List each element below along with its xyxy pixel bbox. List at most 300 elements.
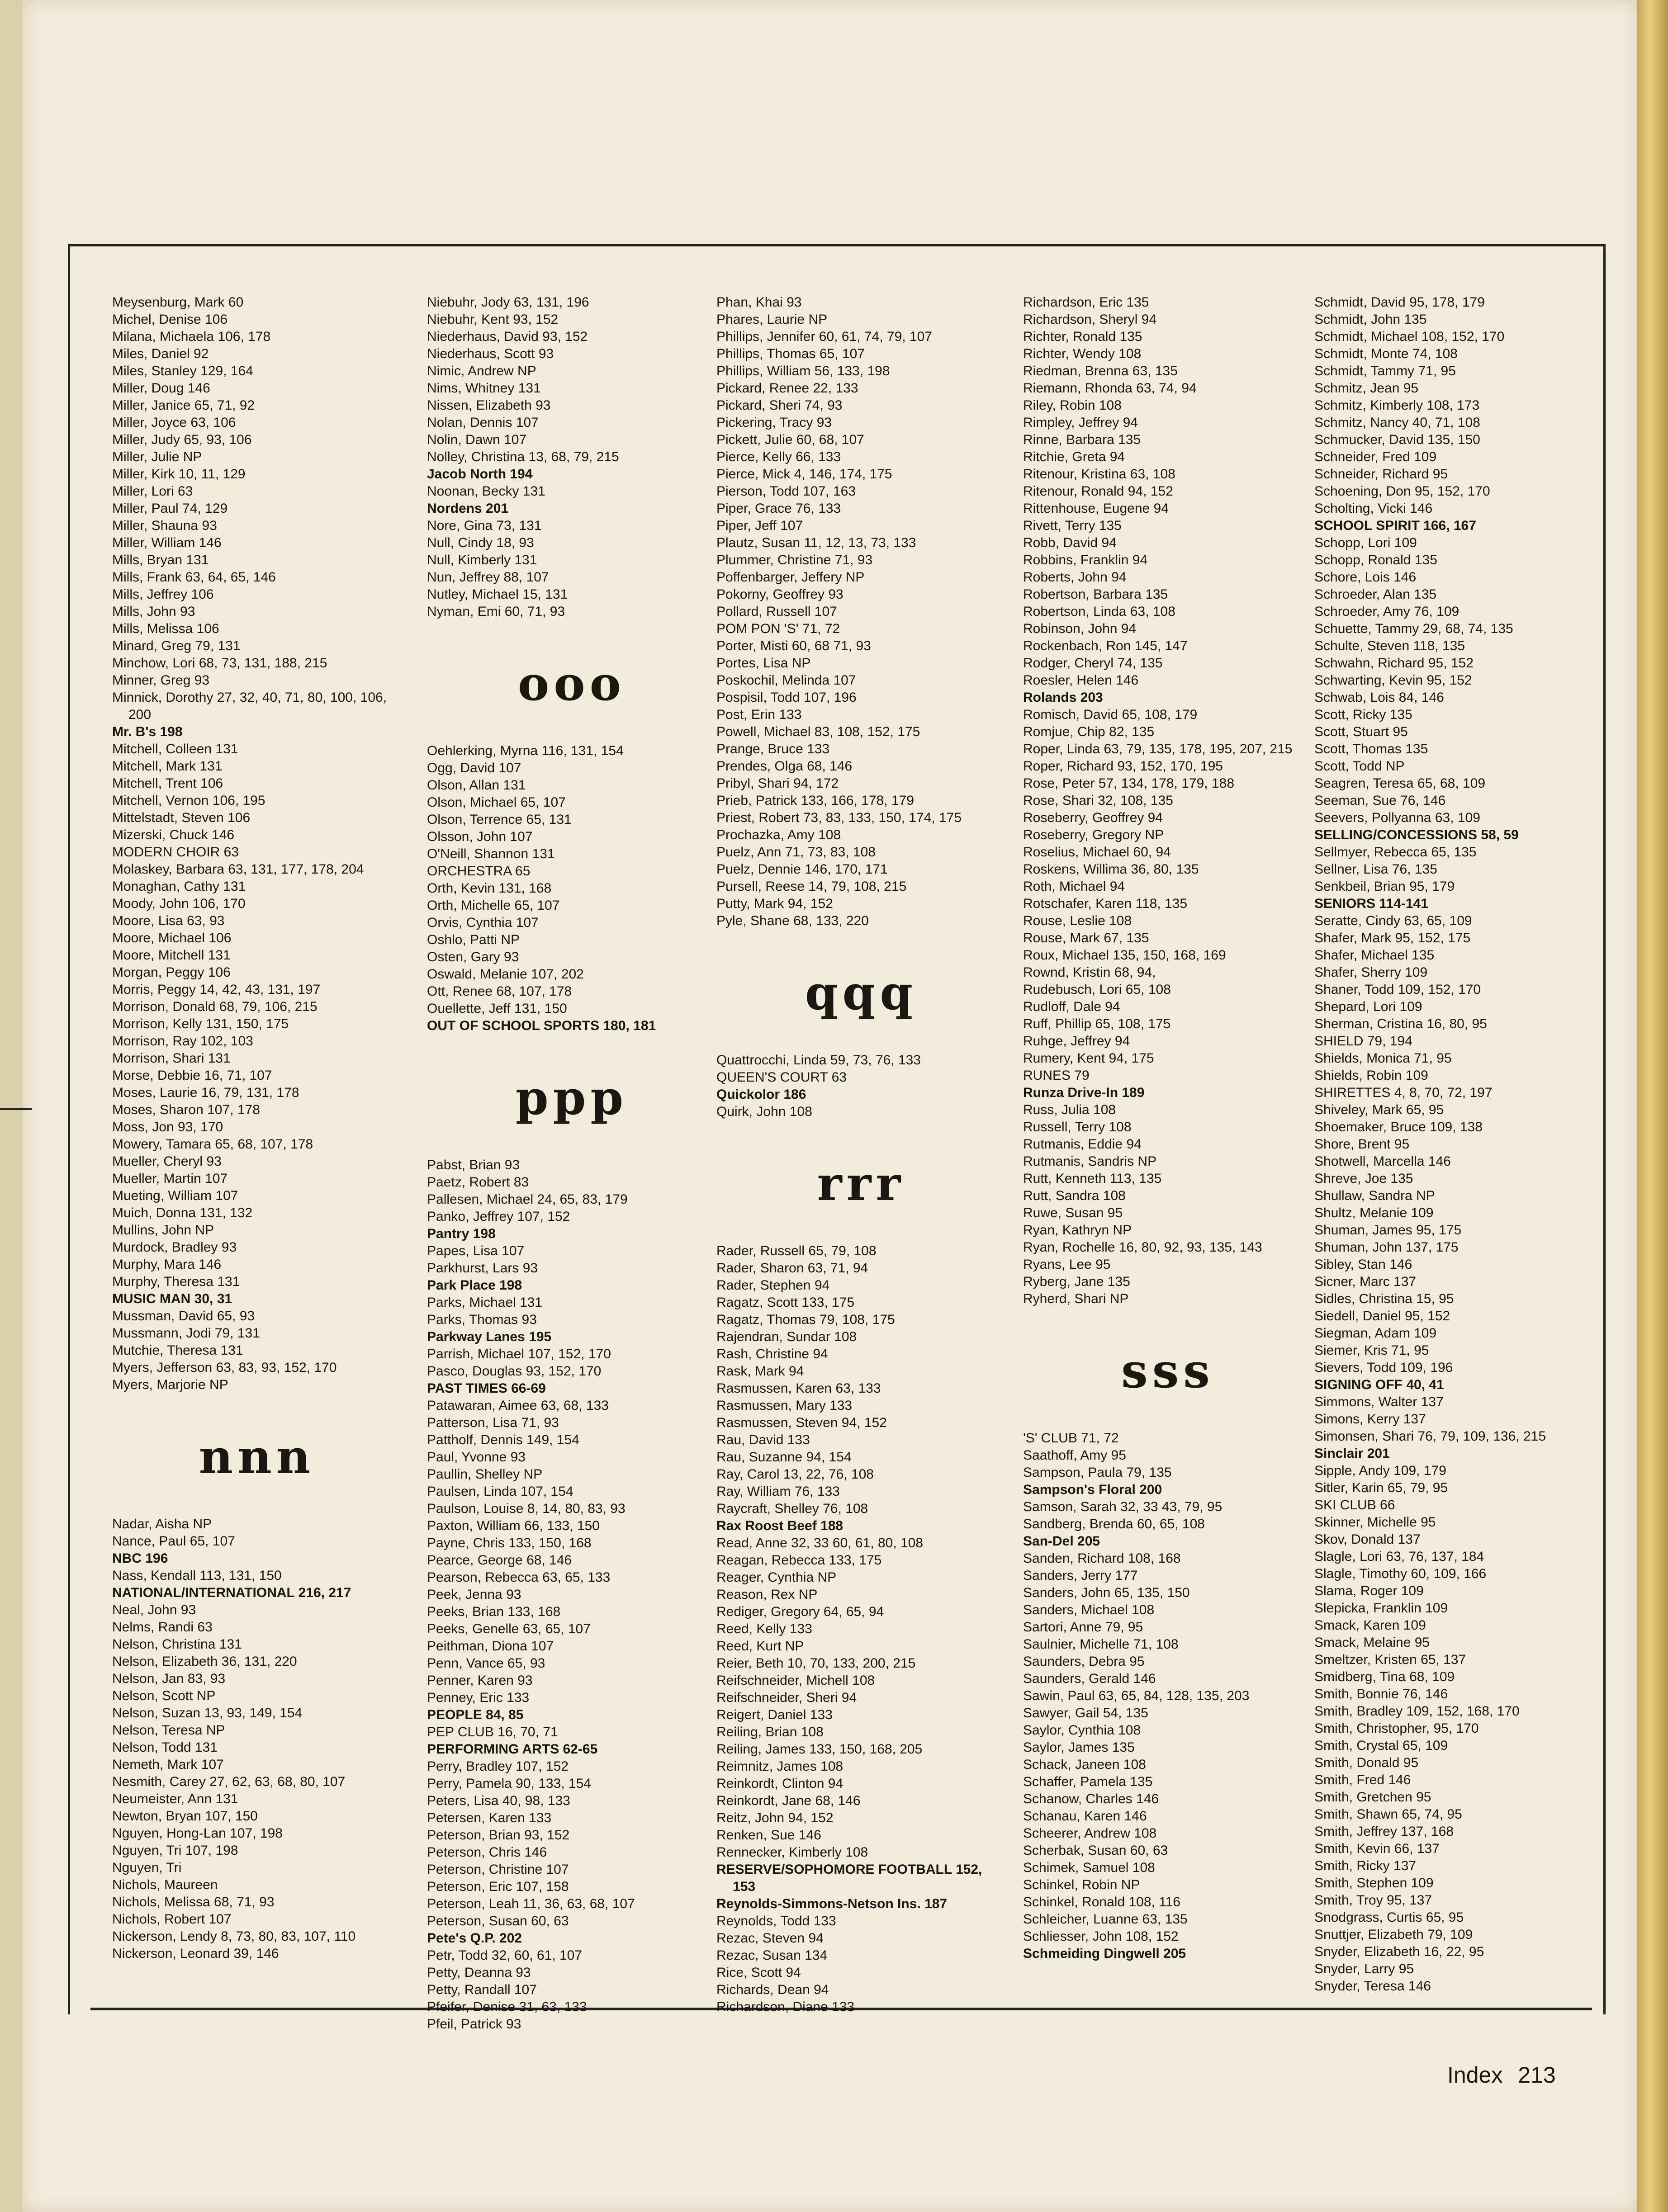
index-entry-highlight: Sinclair 201 <box>1314 1446 1390 1461</box>
letter-section-header: ppp <box>515 1070 628 1125</box>
index-entry: Schoening, Don 95, 152, 170 <box>1314 484 1490 499</box>
index-entry: Pabst, Brian 93 <box>427 1158 520 1172</box>
index-entry: Scholting, Vicki 146 <box>1314 501 1433 516</box>
index-entry: Molaskey, Barbara 63, 131, 177, 178, 204 <box>112 862 364 877</box>
index-entry: Minner, Greg 93 <box>112 673 210 688</box>
index-entry: Ray, Carol 13, 22, 76, 108 <box>716 1467 874 1482</box>
index-entry: Shields, Monica 71, 95 <box>1314 1051 1452 1066</box>
index-entry: Mitchell, Trent 106 <box>112 776 223 791</box>
index-entry: RUNES 79 <box>1023 1068 1090 1083</box>
index-entry: Saylor, James 135 <box>1023 1740 1135 1755</box>
index-entry: Nichols, Maureen <box>112 1877 218 1892</box>
index-entry: Pribyl, Shari 94, 172 <box>716 776 839 791</box>
index-entry: Noonan, Becky 131 <box>427 484 545 499</box>
index-entry: Skinner, Michelle 95 <box>1314 1515 1436 1530</box>
index-entry: Parrish, Michael 107, 152, 170 <box>427 1347 611 1361</box>
index-entry: Schanau, Karen 146 <box>1023 1809 1147 1824</box>
index-entry: Snuttjer, Elizabeth 79, 109 <box>1314 1927 1473 1942</box>
index-entry: Phares, Laurie NP <box>716 312 828 327</box>
index-entry: Morrison, Ray 102, 103 <box>112 1034 253 1049</box>
index-entry: Ryans, Lee 95 <box>1023 1257 1111 1272</box>
index-entry: Rask, Mark 94 <box>716 1364 804 1379</box>
index-entry: Michel, Denise 106 <box>112 312 228 327</box>
index-entry: Nore, Gina 73, 131 <box>427 518 542 533</box>
index-entry: Shaner, Todd 109, 152, 170 <box>1314 982 1481 997</box>
index-entry: Miller, Paul 74, 129 <box>112 501 228 516</box>
index-entry: Schmitz, Nancy 40, 71, 108 <box>1314 415 1480 430</box>
index-entry: Reiling, Brian 108 <box>716 1725 824 1739</box>
index-entry: Moody, John 106, 170 <box>112 896 246 911</box>
index-entry: Olson, Allan 131 <box>427 778 526 793</box>
index-entry: Perry, Bradley 107, 152 <box>427 1759 569 1774</box>
index-entry: Read, Anne 32, 33 60, 61, 80, 108 <box>716 1536 924 1550</box>
index-entry: Pallesen, Michael 24, 65, 83, 179 <box>427 1192 628 1207</box>
index-entry: Puelz, Dennie 146, 170, 171 <box>716 862 888 877</box>
index-entry: Sievers, Todd 109, 196 <box>1314 1360 1453 1375</box>
index-entry: Schaffer, Pamela 135 <box>1023 1774 1153 1789</box>
index-entry: Reiling, James 133, 150, 168, 205 <box>716 1742 923 1757</box>
index-entry: Nemeth, Mark 107 <box>112 1757 224 1772</box>
index-entry: Robertson, Linda 63, 108 <box>1023 604 1175 619</box>
index-entry-highlight: PEOPLE 84, 85 <box>427 1707 524 1722</box>
index-entry: Paulson, Louise 8, 14, 80, 83, 93 <box>427 1501 626 1516</box>
page-gilt-edge <box>1637 0 1668 2212</box>
index-entry: Schopp, Ronald 135 <box>1314 553 1437 567</box>
index-entry: Nguyen, Tri 107, 198 <box>112 1843 238 1858</box>
index-entry: Post, Erin 133 <box>716 707 802 722</box>
index-entry-highlight: Schmeiding Dingwell 205 <box>1023 1946 1186 1961</box>
index-entry: Snodgrass, Curtis 65, 95 <box>1314 1910 1464 1925</box>
index-entry-highlight: Jacob North 194 <box>427 467 533 482</box>
index-entry: ORCHESTRA 65 <box>427 864 531 879</box>
index-entry: Pfeil, Patrick 93 <box>427 2017 521 2032</box>
index-entry: Reagan, Rebecca 133, 175 <box>716 1553 882 1568</box>
index-entry: Rodger, Cheryl 74, 135 <box>1023 656 1163 671</box>
index-entry: Muich, Donna 131, 132 <box>112 1205 253 1220</box>
index-entry: Priest, Robert 73, 83, 133, 150, 174, 175 <box>716 810 962 825</box>
index-entry: Peek, Jenna 93 <box>427 1587 521 1602</box>
index-entry: Saulnier, Michelle 71, 108 <box>1023 1637 1179 1652</box>
index-entry: Payne, Chris 133, 150, 168 <box>427 1536 592 1550</box>
index-entry: Nun, Jeffrey 88, 107 <box>427 570 549 585</box>
index-entry: Null, Kimberly 131 <box>427 553 537 567</box>
index-entry: Schwab, Lois 84, 146 <box>1314 690 1444 705</box>
index-entry: Nichols, Robert 107 <box>112 1912 232 1927</box>
index-entry: Mitchell, Mark 131 <box>112 759 223 774</box>
index-entry: Minnick, Dorothy 27, 32, 40, 71, 80, 100, 106, 200 <box>112 690 387 722</box>
index-entry: Seagren, Teresa 65, 68, 109 <box>1314 776 1486 791</box>
index-entry: Mills, Frank 63, 64, 65, 146 <box>112 570 276 585</box>
margin-tick-mark <box>0 1108 32 1110</box>
footer-label: Index <box>1447 2062 1503 2088</box>
index-entry: Mussman, David 65, 93 <box>112 1309 255 1323</box>
index-entry: Morrison, Donald 68, 79, 106, 215 <box>112 999 317 1014</box>
index-entry: Morris, Peggy 14, 42, 43, 131, 197 <box>112 982 321 997</box>
index-entry: Quirk, John 108 <box>716 1104 812 1119</box>
index-entry: Rasmussen, Mary 133 <box>716 1398 853 1413</box>
index-entry: Orvis, Cynthia 107 <box>427 915 539 930</box>
index-entry-highlight: Reynolds-Simmons-Netson Ins. 187 <box>716 1896 948 1911</box>
index-entry: Pierce, Kelly 66, 133 <box>716 449 841 464</box>
index-entry: Rice, Scott 94 <box>716 1965 801 1980</box>
index-column-2 <box>427 294 716 2033</box>
index-entry: Miller, Julie NP <box>112 449 202 464</box>
index-entry: Reigert, Daniel 133 <box>716 1707 833 1722</box>
index-entry-highlight: PAST TIMES 66-69 <box>427 1381 546 1396</box>
index-entry: Shuman, John 137, 175 <box>1314 1240 1459 1255</box>
index-entry: Nelson, Christina 131 <box>112 1637 242 1652</box>
index-entry: Piper, Jeff 107 <box>716 518 803 533</box>
index-entry: Richardson, Sheryl 94 <box>1023 312 1157 327</box>
index-entry: Sartori, Anne 79, 95 <box>1023 1620 1143 1635</box>
index-entry: Samson, Sarah 32, 33 43, 79, 95 <box>1023 1499 1223 1514</box>
index-entry: Schliesser, John 108, 152 <box>1023 1929 1179 1944</box>
index-column-4 <box>1023 294 1313 1962</box>
index-entry: Myers, Marjorie NP <box>112 1377 228 1392</box>
index-entry: Slagle, Timothy 60, 109, 166 <box>1314 1566 1487 1581</box>
index-entry: Robb, David 94 <box>1023 535 1117 550</box>
letter-section-header: nnn <box>199 1429 315 1484</box>
index-entry: Shiveley, Mark 65, 95 <box>1314 1102 1444 1117</box>
index-entry: PEP CLUB 16, 70, 71 <box>427 1725 558 1739</box>
letter-section-header: rrr <box>817 1156 905 1211</box>
index-entry: Peithman, Diona 107 <box>427 1639 554 1654</box>
index-entry: Ouellette, Jeff 131, 150 <box>427 1001 567 1016</box>
index-entry: Milana, Michaela 106, 178 <box>112 329 271 344</box>
index-entry: Poffenbarger, Jeffery NP <box>716 570 865 585</box>
index-entry: QUEEN'S COURT 63 <box>716 1070 847 1085</box>
index-entry-highlight: NATIONAL/INTERNATIONAL 216, 217 <box>112 1585 351 1600</box>
index-entry: Phan, Khai 93 <box>716 295 802 310</box>
index-entry: Nesmith, Carey 27, 62, 63, 68, 80, 107 <box>112 1774 346 1789</box>
index-entry: Rownd, Kristin 68, 94, <box>1023 965 1156 980</box>
index-entry: Seevers, Pollyanna 63, 109 <box>1314 810 1480 825</box>
index-entry: Pickard, Renee 22, 133 <box>716 381 858 396</box>
index-entry: Schneider, Richard 95 <box>1314 467 1448 482</box>
index-entry: Reinkordt, Jane 68, 146 <box>716 1793 861 1808</box>
index-entry: Meysenburg, Mark 60 <box>112 295 244 310</box>
index-entry: Richardson, Eric 135 <box>1023 295 1149 310</box>
index-entry: Olsson, John 107 <box>427 829 533 844</box>
index-entry: Sipple, Andy 109, 179 <box>1314 1463 1446 1478</box>
index-entry: Nichols, Melissa 68, 71, 93 <box>112 1895 275 1910</box>
index-entry: Rutt, Kenneth 113, 135 <box>1023 1171 1162 1186</box>
index-entry: Pfeifer, Denise 31, 63, 133 <box>427 1999 587 2014</box>
index-entry-highlight: Pantry 198 <box>427 1226 496 1241</box>
index-entry: Mueting, William 107 <box>112 1188 238 1203</box>
index-entry: Smith, Troy 95, 137 <box>1314 1893 1432 1908</box>
index-entry: Mills, Jeffrey 106 <box>112 587 214 602</box>
index-entry: Miller, Kirk 10, 11, 129 <box>112 467 246 482</box>
index-entry: Simmons, Walter 137 <box>1314 1394 1444 1409</box>
index-entry: Smeltzer, Kristen 65, 137 <box>1314 1652 1466 1667</box>
index-entry: Prange, Bruce 133 <box>716 742 830 756</box>
index-entry: Rau, David 133 <box>716 1432 810 1447</box>
index-entry: Ryherd, Shari NP <box>1023 1291 1129 1306</box>
index-entry: Ritenour, Kristina 63, 108 <box>1023 467 1175 482</box>
index-entry: Shuman, James 95, 175 <box>1314 1223 1462 1238</box>
index-entry: Shullaw, Sandra NP <box>1314 1188 1435 1203</box>
index-entry-highlight: OUT OF SCHOOL SPORTS 180, 181 <box>427 1018 656 1033</box>
index-entry: Rotschafer, Karen 118, 135 <box>1023 896 1188 911</box>
index-entry: Seratte, Cindy 63, 65, 109 <box>1314 913 1472 928</box>
index-entry: Paetz, Robert 83 <box>427 1175 529 1190</box>
index-entry: Schulte, Steven 118, 135 <box>1314 638 1465 653</box>
index-entry: Russell, Terry 108 <box>1023 1120 1132 1134</box>
index-entry: Peeks, Genelle 63, 65, 107 <box>427 1621 591 1636</box>
index-entry: Rimpley, Jeffrey 94 <box>1023 415 1138 430</box>
index-entry: Mittelstadt, Steven 106 <box>112 810 251 825</box>
index-entry: SHIRETTES 4, 8, 70, 72, 197 <box>1314 1085 1493 1100</box>
index-entry: Nelson, Jan 83, 93 <box>112 1671 226 1686</box>
index-entry: Miller, Doug 146 <box>112 381 210 396</box>
index-entry: Riley, Robin 108 <box>1023 398 1122 413</box>
index-entry: Sicner, Marc 137 <box>1314 1274 1417 1289</box>
index-entry: Moore, Lisa 63, 93 <box>112 913 225 928</box>
index-entry: Schmucker, David 135, 150 <box>1314 432 1480 447</box>
index-entry: Shotwell, Marcella 146 <box>1314 1154 1451 1169</box>
index-entry: Ray, William 76, 133 <box>716 1484 840 1499</box>
index-entry: Nolin, Dawn 107 <box>427 432 527 447</box>
index-entry: Scott, Ricky 135 <box>1314 707 1412 722</box>
index-entry: Nguyen, Tri <box>112 1860 182 1875</box>
index-entry: Saathoff, Amy 95 <box>1023 1448 1126 1463</box>
index-entry: Ritchie, Greta 94 <box>1023 449 1125 464</box>
index-entry: Schinkel, Ronald 108, 116 <box>1023 1895 1181 1910</box>
index-entry: Saylor, Cynthia 108 <box>1023 1723 1141 1738</box>
index-entry: Robinson, John 94 <box>1023 621 1137 636</box>
index-entry: Penn, Vance 65, 93 <box>427 1656 545 1671</box>
index-entry: Pierce, Mick 4, 146, 174, 175 <box>716 467 892 482</box>
index-entry: Niederhaus, David 93, 152 <box>427 329 588 344</box>
index-entry: Ruwe, Susan 95 <box>1023 1205 1123 1220</box>
index-entry: Minchow, Lori 68, 73, 131, 188, 215 <box>112 656 327 671</box>
index-entry: Snyder, Teresa 146 <box>1314 1979 1431 1994</box>
index-entry: Pearson, Rebecca 63, 65, 133 <box>427 1570 611 1585</box>
index-entry: Sidles, Christina 15, 95 <box>1314 1291 1454 1306</box>
index-entry: Prochazka, Amy 108 <box>716 827 841 842</box>
index-entry-highlight: Nordens 201 <box>427 501 509 516</box>
index-entry: Shafer, Sherry 109 <box>1314 965 1428 980</box>
index-entry: Portes, Lisa NP <box>716 656 811 671</box>
index-entry: Pierson, Todd 107, 163 <box>716 484 856 499</box>
index-entry: MODERN CHOIR 63 <box>112 845 239 860</box>
index-entry: Skov, Donald 137 <box>1314 1532 1421 1547</box>
index-entry: Rutt, Sandra 108 <box>1023 1188 1126 1203</box>
index-entry: Roper, Richard 93, 152, 170, 195 <box>1023 759 1223 774</box>
index-entry: Smith, Kevin 66, 137 <box>1314 1841 1440 1856</box>
index-entry: Smith, Gretchen 95 <box>1314 1790 1431 1805</box>
index-entry: Pickard, Sheri 74, 93 <box>716 398 843 413</box>
index-entry: Miller, Judy 65, 93, 106 <box>112 432 252 447</box>
index-entry: Romisch, David 65, 108, 179 <box>1023 707 1198 722</box>
index-entry: Schmidt, Tammy 71, 95 <box>1314 364 1456 378</box>
index-entry: Roseberry, Geoffrey 94 <box>1023 810 1163 825</box>
index-entry: Richter, Wendy 108 <box>1023 346 1142 361</box>
index-entry: SKI CLUB 66 <box>1314 1498 1395 1512</box>
index-entry: Reier, Beth 10, 70, 133, 200, 215 <box>716 1656 916 1671</box>
index-entry: Schmitz, Kimberly 108, 173 <box>1314 398 1480 413</box>
index-column-1 <box>112 294 402 1962</box>
index-entry: Miles, Daniel 92 <box>112 346 209 361</box>
index-entry: Murphy, Theresa 131 <box>112 1274 240 1289</box>
index-entry: Sawyer, Gail 54, 135 <box>1023 1706 1148 1720</box>
index-entry: Petersen, Karen 133 <box>427 1810 552 1825</box>
index-entry: Sanders, Jerry 177 <box>1023 1568 1138 1583</box>
index-entry: Nolan, Dennis 107 <box>427 415 539 430</box>
index-entry: Patawaran, Aimee 63, 68, 133 <box>427 1398 609 1413</box>
index-column-5 <box>1314 294 1604 1995</box>
index-entry: Schimek, Samuel 108 <box>1023 1860 1155 1875</box>
index-entry: Rasmussen, Steven 94, 152 <box>716 1415 887 1430</box>
index-entry: Schmidt, Michael 108, 152, 170 <box>1314 329 1505 344</box>
index-entry: Reynolds, Todd 133 <box>716 1914 836 1928</box>
index-entry: Petr, Todd 32, 60, 61, 107 <box>427 1948 583 1963</box>
index-entry-highlight: SENIORS 114-141 <box>1314 896 1428 911</box>
index-entry: Powell, Michael 83, 108, 152, 175 <box>716 724 920 739</box>
index-entry: Roesler, Helen 146 <box>1023 673 1139 688</box>
index-entry: Siedell, Daniel 95, 152 <box>1314 1309 1450 1323</box>
index-entry: Moore, Mitchell 131 <box>112 948 231 963</box>
index-entry: Schore, Lois 146 <box>1314 570 1417 585</box>
index-entry: Nissen, Elizabeth 93 <box>427 398 551 413</box>
index-entry: Mizerski, Chuck 146 <box>112 827 235 842</box>
index-entry: Osten, Gary 93 <box>427 950 519 964</box>
index-entry: Nims, Whitney 131 <box>427 381 541 396</box>
index-entry: Rutmanis, Sandris NP <box>1023 1154 1157 1169</box>
index-entry: Rouse, Mark 67, 135 <box>1023 931 1149 945</box>
index-entry: Nass, Kendall 113, 131, 150 <box>112 1568 282 1583</box>
index-entry: Peterson, Chris 146 <box>427 1845 547 1860</box>
index-entry: Peters, Lisa 40, 98, 133 <box>427 1793 570 1808</box>
index-entry-highlight: NBC 196 <box>112 1551 168 1566</box>
index-entry: Paul, Yvonne 93 <box>427 1450 526 1465</box>
index-entry: Schmidt, David 95, 178, 179 <box>1314 295 1485 310</box>
index-entry: Moss, Jon 93, 170 <box>112 1120 223 1134</box>
index-entry: Phillips, Jennifer 60, 61, 74, 79, 107 <box>716 329 932 344</box>
index-entry: Reifschneider, Sheri 94 <box>716 1690 857 1705</box>
index-entry: Senkbeil, Brian 95, 179 <box>1314 879 1455 894</box>
index-entry-highlight: SELLING/CONCESSIONS 58, 59 <box>1314 827 1519 842</box>
index-entry: Schwahn, Richard 95, 152 <box>1314 656 1474 671</box>
index-entry: Rose, Shari 32, 108, 135 <box>1023 793 1173 808</box>
index-entry: Smith, Shawn 65, 74, 95 <box>1314 1807 1462 1822</box>
index-entry: Shreve, Joe 135 <box>1314 1171 1413 1186</box>
index-entry: Ryberg, Jane 135 <box>1023 1274 1130 1289</box>
index-entry: Myers, Jefferson 63, 83, 93, 152, 170 <box>112 1360 337 1375</box>
index-entry: Rouse, Leslie 108 <box>1023 913 1132 928</box>
index-entry: Mueller, Cheryl 93 <box>112 1154 222 1169</box>
index-entry: Rutmanis, Eddie 94 <box>1023 1137 1142 1152</box>
index-entry: Smith, Donald 95 <box>1314 1755 1419 1770</box>
index-entry: Scott, Todd NP <box>1314 759 1405 774</box>
index-entry: Peterson, Brian 93, 152 <box>427 1828 570 1843</box>
index-entry: Peterson, Leah 11, 36, 63, 68, 107 <box>427 1896 635 1911</box>
index-entry: Sellmyer, Rebecca 65, 135 <box>1314 845 1477 860</box>
index-entry: Nelson, Suzan 13, 93, 149, 154 <box>112 1706 303 1720</box>
index-entry: Pyle, Shane 68, 133, 220 <box>716 913 869 928</box>
index-entry: Nelson, Scott NP <box>112 1688 216 1703</box>
index-entry: Ritenour, Ronald 94, 152 <box>1023 484 1173 499</box>
index-entry: Porter, Misti 60, 68 71, 93 <box>716 638 871 653</box>
index-entry: Pollard, Russell 107 <box>716 604 837 619</box>
index-entry: Parkhurst, Lars 93 <box>427 1261 538 1276</box>
index-entry: Ryan, Kathryn NP <box>1023 1223 1132 1238</box>
index-entry: Sampson, Paula 79, 135 <box>1023 1465 1172 1480</box>
index-entry-highlight: Runza Drive-In 189 <box>1023 1085 1145 1100</box>
index-entry: Rennecker, Kimberly 108 <box>716 1845 868 1860</box>
index-entry: Schack, Janeen 108 <box>1023 1757 1146 1772</box>
index-entry: Rose, Peter 57, 134, 178, 179, 188 <box>1023 776 1235 791</box>
index-entry: Reed, Kurt NP <box>716 1639 804 1654</box>
index-entry: Pickett, Julie 60, 68, 107 <box>716 432 864 447</box>
page-footer <box>1438 2062 1556 2088</box>
index-entry: Shafer, Mark 95, 152, 175 <box>1314 931 1471 945</box>
index-entry: Rittenhouse, Eugene 94 <box>1023 501 1169 516</box>
index-entry: Monaghan, Cathy 131 <box>112 879 246 894</box>
index-entry: Poskochil, Melinda 107 <box>716 673 856 688</box>
index-entry: Parks, Michael 131 <box>427 1295 543 1310</box>
index-entry: POM PON 'S' 71, 72 <box>716 621 840 636</box>
index-entry: Rader, Russell 65, 79, 108 <box>716 1243 877 1258</box>
index-entry: Rezac, Susan 134 <box>716 1948 828 1963</box>
index-entry: Nelson, Teresa NP <box>112 1723 225 1738</box>
index-entry: Scott, Thomas 135 <box>1314 742 1428 756</box>
index-entry-highlight: Parkway Lanes 195 <box>427 1329 552 1344</box>
index-entry: Schmidt, John 135 <box>1314 312 1427 327</box>
index-entry: Smith, Christopher, 95, 170 <box>1314 1721 1479 1736</box>
index-entry: Siegman, Adam 109 <box>1314 1326 1437 1341</box>
index-entry: Rau, Suzanne 94, 154 <box>716 1450 852 1465</box>
index-entry: Morrison, Shari 131 <box>112 1051 231 1066</box>
index-entry: Mueller, Martin 107 <box>112 1171 228 1186</box>
index-column-3 <box>716 294 1006 2016</box>
index-entry: Plummer, Christine 71, 93 <box>716 553 873 567</box>
index-entry: Rash, Christine 94 <box>716 1347 828 1361</box>
index-entry: Richter, Ronald 135 <box>1023 329 1142 344</box>
index-entry: Sherman, Cristina 16, 80, 95 <box>1314 1016 1487 1031</box>
index-entry-highlight: MUSIC MAN 30, 31 <box>112 1291 232 1306</box>
index-entry: Smith, Crystal 65, 109 <box>1314 1738 1448 1753</box>
index-entry: Slama, Roger 109 <box>1314 1583 1424 1598</box>
index-entry-highlight: Rax Roost Beef 188 <box>716 1518 843 1533</box>
index-entry: Slepicka, Franklin 109 <box>1314 1601 1448 1616</box>
index-entry: Shepard, Lori 109 <box>1314 999 1422 1014</box>
index-entry-highlight: Rolands 203 <box>1023 690 1103 705</box>
index-entry: Shore, Brent 95 <box>1314 1137 1410 1152</box>
index-entry: Pasco, Douglas 93, 152, 170 <box>427 1364 602 1379</box>
index-entry: Rader, Sharon 63, 71, 94 <box>716 1261 868 1276</box>
index-entry: Schroeder, Alan 135 <box>1314 587 1437 602</box>
index-entry: Phillips, Thomas 65, 107 <box>716 346 865 361</box>
index-entry: Schuette, Tammy 29, 68, 74, 135 <box>1314 621 1513 636</box>
index-entry: Orth, Michelle 65, 107 <box>427 898 560 913</box>
index-entry: Roskens, Willima 36, 80, 135 <box>1023 862 1199 877</box>
index-entry: Rasmussen, Karen 63, 133 <box>716 1381 881 1396</box>
index-entry: Rudebusch, Lori 65, 108 <box>1023 982 1171 997</box>
index-entry: 'S' CLUB 71, 72 <box>1023 1431 1119 1446</box>
index-entry: Smith, Stephen 109 <box>1314 1876 1434 1891</box>
index-entry: Smack, Melaine 95 <box>1314 1635 1430 1650</box>
index-entry-highlight: Pete's Q.P. 202 <box>427 1931 522 1946</box>
index-entry-highlight: SCHOOL SPIRIT 166, 167 <box>1314 518 1476 533</box>
index-entry: Robbins, Franklin 94 <box>1023 553 1148 567</box>
index-entry: Minard, Greg 79, 131 <box>112 638 241 653</box>
index-entry: Oehlerking, Myrna 116, 131, 154 <box>427 743 624 758</box>
index-entry: Mitchell, Vernon 106, 195 <box>112 793 265 808</box>
index-entry: Simons, Kerry 137 <box>1314 1412 1426 1427</box>
index-entry: Rumery, Kent 94, 175 <box>1023 1051 1154 1066</box>
